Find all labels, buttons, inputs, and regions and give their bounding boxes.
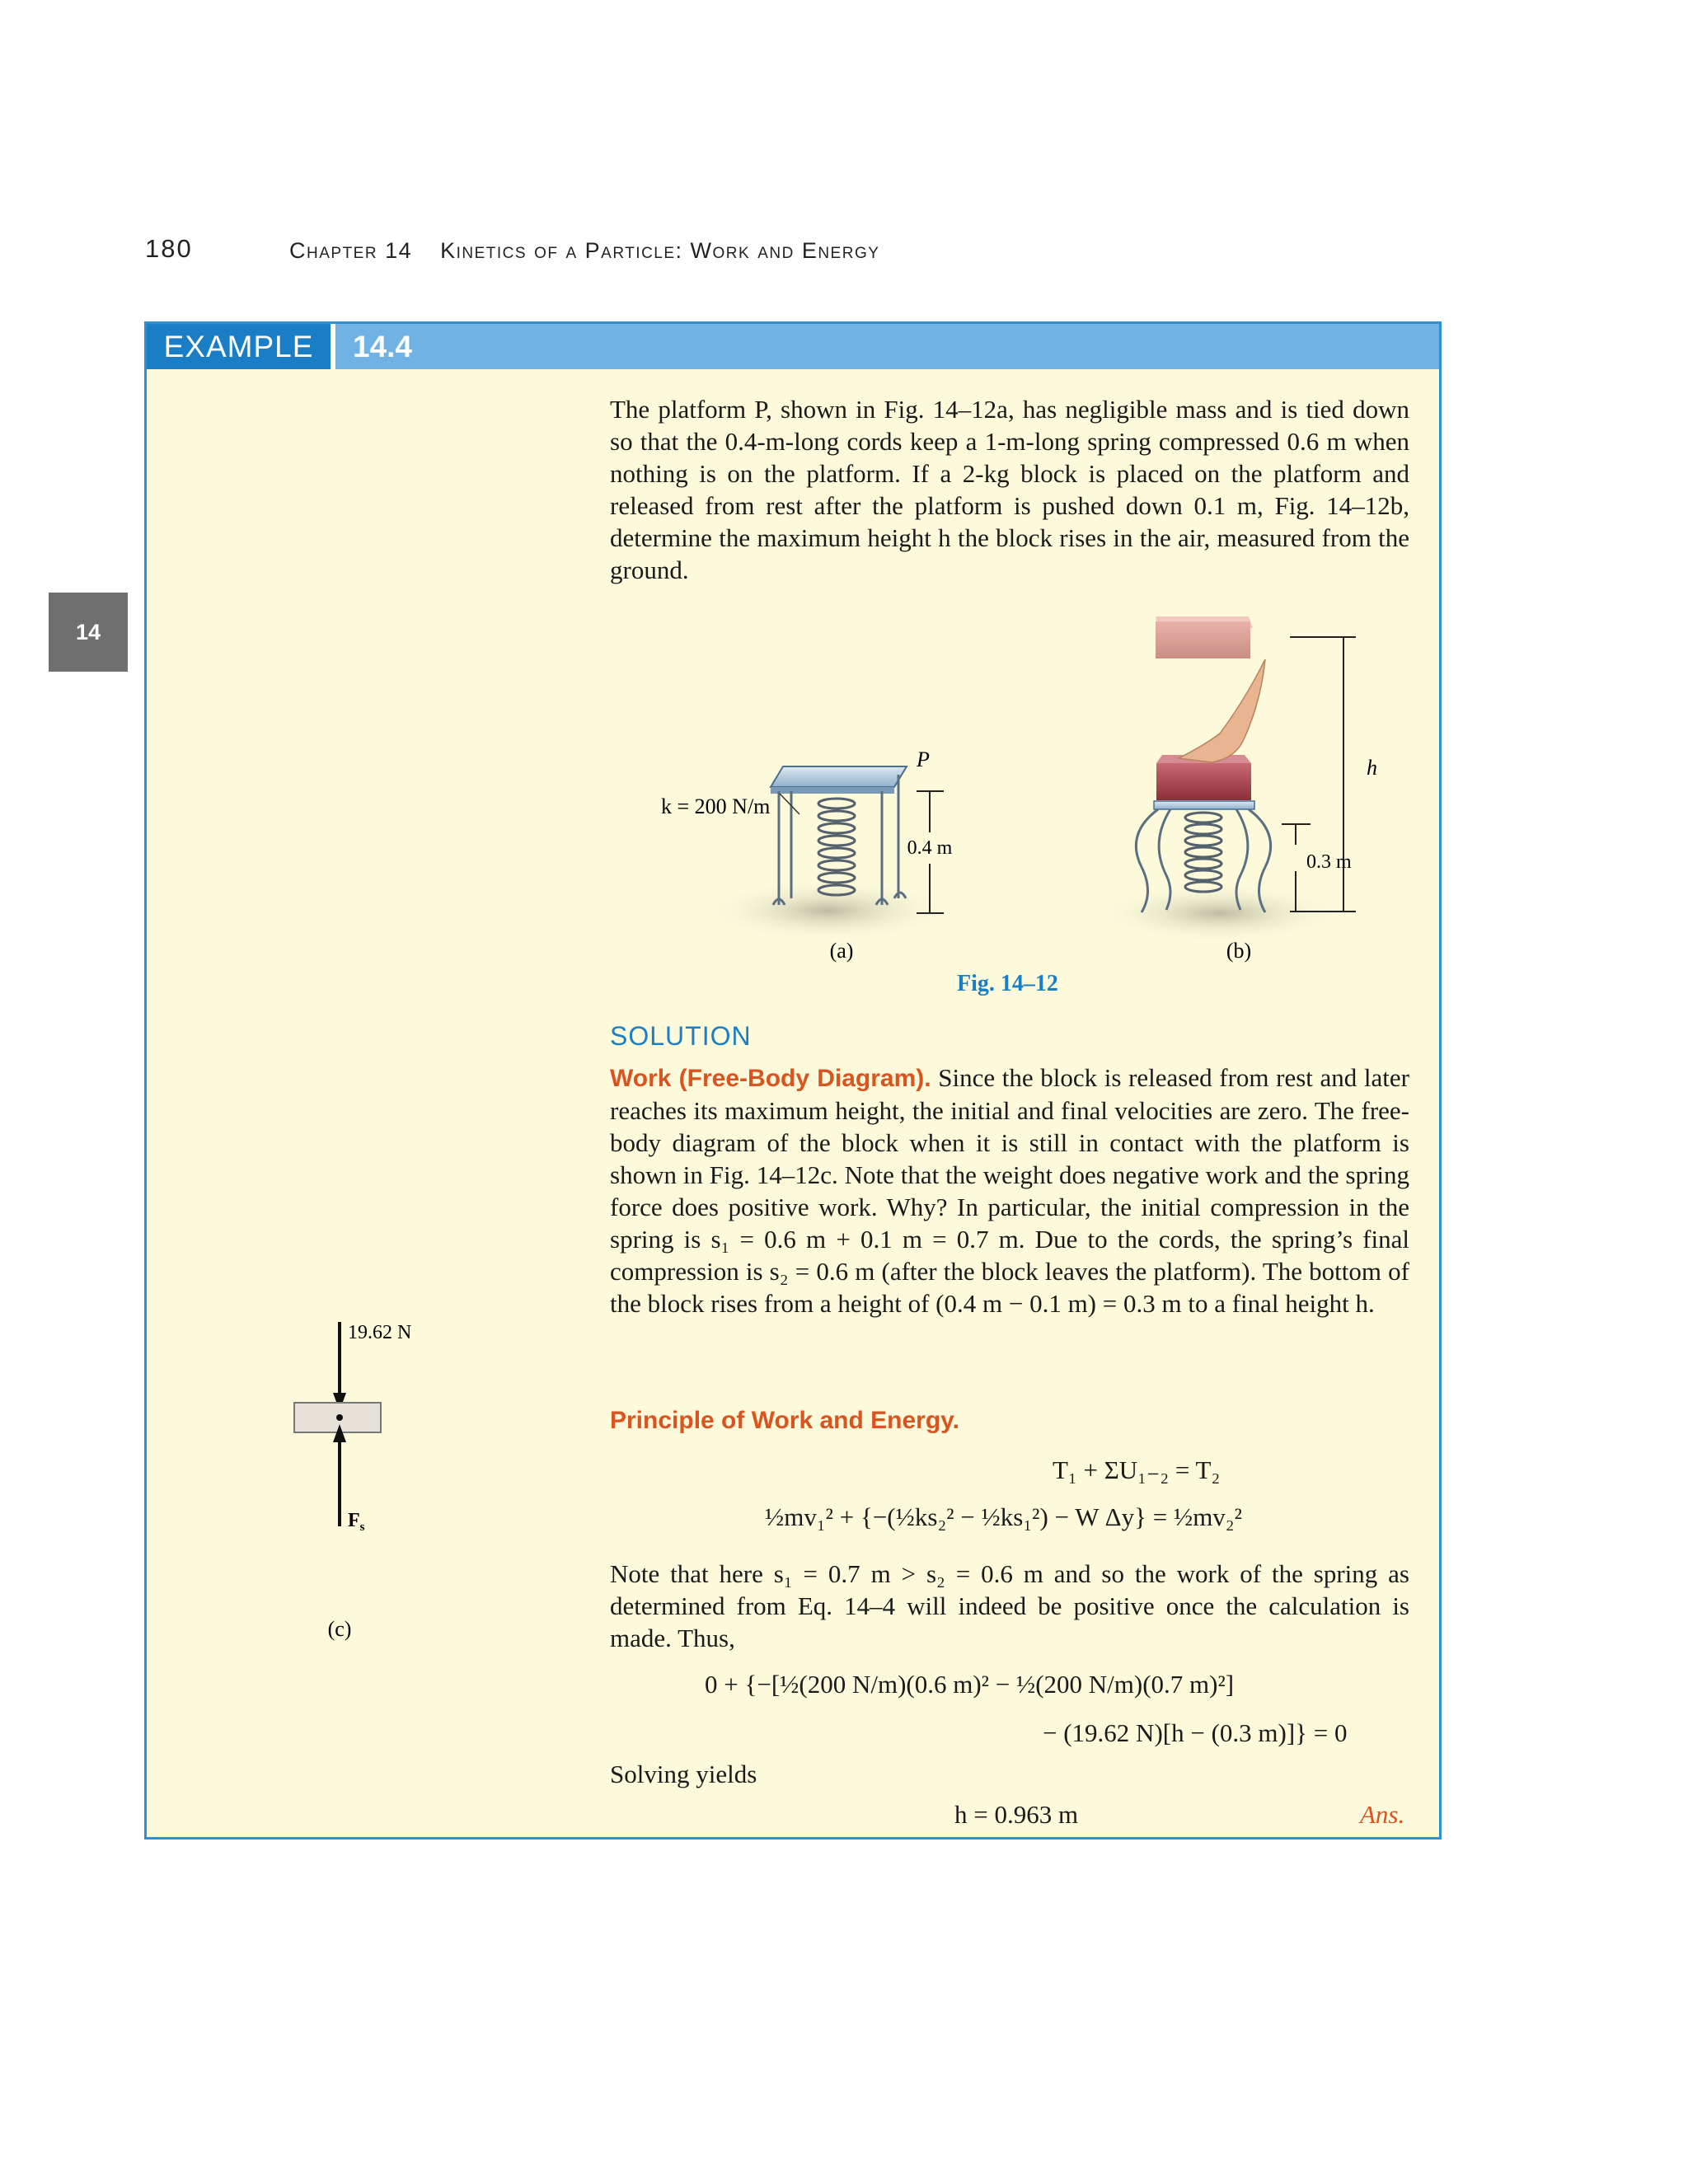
header-separator (331, 324, 335, 369)
example-header-bar (147, 324, 1439, 369)
platform-p (771, 766, 907, 787)
problem-statement: The platform P, shown in Fig. 14–12a, has negligible mass and is tied down so that the 0.4-m-long cords keep a 1-m-long spring compressed 0.6 m when nothing is on the platform. If a 2-kg block is placed on the platform and released from rest after the platform is pushed down 0.1 m, Fig. 14–12b, determine the maximum height h the block rises in the air, measured from the ground. (610, 395, 1409, 584)
solution-heading: SOLUTION (610, 1021, 752, 1051)
hand (1179, 659, 1265, 762)
figure-b (1096, 616, 1377, 963)
p-label: P (917, 748, 930, 771)
figure-c-fbd (280, 1310, 462, 1657)
caption-a: (a) (829, 939, 854, 963)
equation-expanded: ½mv₁² + {−(½ks₂² − ½ks₁²) − W Δy} = ½mv₂² (765, 1502, 1242, 1531)
k-leader (780, 794, 799, 814)
equation-substituted-1: 0 + {−[½(200 N/m)(0.6 m)² − ½(200 N/m)(0.7 m)²] (705, 1670, 1235, 1699)
figure-14-12 (610, 602, 1418, 989)
principle-heading: Principle of Work and Energy. (610, 1407, 959, 1434)
note-paragraph: Note that here s₁ = 0.7 m > s₂ = 0.6 m and so the work of the spring as determined from Eq. 14–4 will indeed be positive once the calculation is made. Thus, (610, 1559, 1409, 1652)
spring-b (1185, 813, 1221, 892)
brick-top (1156, 616, 1253, 658)
chapter-label: Chapter 14 (289, 238, 413, 263)
ground-shadow-a (705, 879, 952, 942)
figure-a (661, 748, 953, 963)
equation-substituted-2: − (19.62 N)[h − (0.3 m)]} = 0 (1043, 1718, 1348, 1747)
dim-0-4m-label: 0.4 m (907, 837, 953, 859)
work-text: Since the block is released from rest and later reaches its maximum height, the initial and final velocities are zero. The free-body diagram of the block when it is still in contact with the platform is shown in Fig. 14–12c. Note that the weight does negative work and the spring force does positive work. Why? In particular, the initial compression in the spring is s₁ = 0.6 m + 0.1 m = 0.7 m. Due to the cords, the spring’s final compression is s₂ = 0.6 m (after the block leaves the platform). The bottom of the block rises from a height of (0.4 m − 0.1 m) = 0.3 m to a final height h. (610, 1063, 1409, 1318)
answer-marker: Ans. (1360, 1800, 1405, 1829)
example-label: EXAMPLE (147, 324, 331, 369)
dim-0-3m-label: 0.3 m (1306, 851, 1352, 873)
work-heading: Work (Free-Body Diagram). (610, 1065, 931, 1092)
work-paragraph (610, 1062, 1409, 1319)
weight-label: 19.62 N (348, 1322, 412, 1343)
platform-b (1154, 801, 1254, 809)
ground-shadow-b (1096, 883, 1343, 943)
h-label: h (1367, 756, 1377, 780)
block-center (336, 1414, 343, 1421)
running-header (289, 238, 879, 264)
solving-text: Solving yields (610, 1760, 757, 1788)
figure-caption: Fig. 14–12 (957, 971, 1058, 996)
k-label: k = 200 N/m (661, 794, 771, 818)
caption-c: (c) (327, 1617, 352, 1641)
example-number: 14.4 (353, 329, 413, 363)
page-number: 180 (145, 234, 193, 263)
force-label: $F_s$ (348, 1510, 365, 1534)
chapter-title: Kinetics of a Particle: Work and Energy (440, 238, 880, 263)
result: h = 0.963 m (954, 1800, 1079, 1829)
caption-b: (b) (1226, 939, 1252, 963)
chapter-tab: 14 (49, 593, 128, 672)
equation-work-energy: T₁ + ΣU₁₋₂ = T₂ (1053, 1455, 1221, 1484)
platform-edge (771, 787, 894, 794)
